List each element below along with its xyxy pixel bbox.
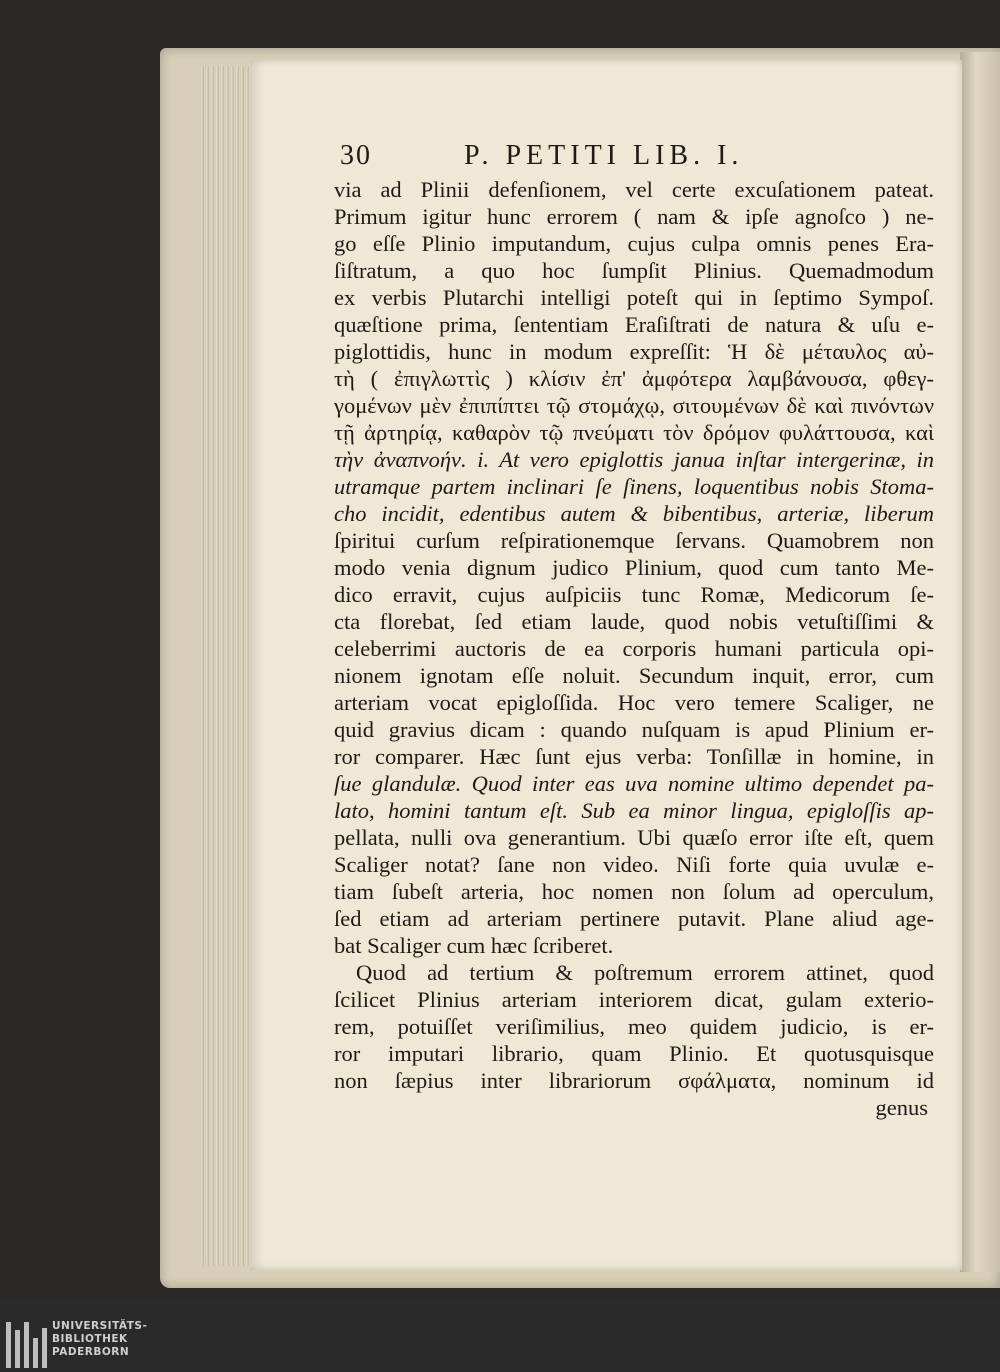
- page-number: 30: [340, 140, 372, 171]
- library-name-line3: PADERBORN: [52, 1346, 130, 1358]
- text-line: celeberrimi auctoris de ea corporis humani particula opi-: [334, 636, 934, 661]
- library-logo-icon: [6, 1322, 46, 1368]
- text-line: dico erravit, cujus auſpiciis tunc Romæ, Medicorum ſe-: [334, 582, 934, 607]
- text-line: rem, potuiſſet veriſimilius, meo quidem judicio, is er-: [334, 1014, 934, 1039]
- text-line: tiam ſubeſt arteria, hoc nomen non ſolum ad operculum,: [334, 879, 934, 904]
- text-line: τὴν ἀναπνοήν. i. At vero epiglottis janua inſtar intergerinæ, in: [334, 447, 934, 472]
- text-line: ſed etiam ad arteriam pertinere putavit. Plane aliud age-: [334, 906, 934, 931]
- text-line: utramque partem inclinari ſe ſinens, loquentibus nobis Stoma-: [334, 474, 934, 499]
- library-name: [52, 1320, 147, 1359]
- gutter-edge: [960, 52, 1000, 1272]
- text-line: τῇ ἀρτηρίᾳ, καθαρὸν τῷ πνεύματι τὸν δρόμον φυλάττουσα, καὶ: [334, 420, 934, 445]
- text-line: nionem ignotam eſſe noluit. Secundum inquit, error, cum: [334, 663, 934, 688]
- text-line: Quod ad tertium & poſtremum errorem attinet, quod: [356, 960, 934, 985]
- text-line: non ſæpius inter librariorum σφάλματα, nominum id: [334, 1068, 934, 1093]
- text-line: cho incidit, edentibus autem & bibentibus, arteriæ, liberum: [334, 501, 934, 526]
- text-line: Primum igitur hunc errorem ( nam & ipſe agnoſco ) ne-: [334, 204, 934, 229]
- text-line: quid gravius dicam : quando nuſquam is apud Plinium er-: [334, 717, 934, 742]
- text-line: quæſtione prima, ſententiam Eraſiſtrati de natura & uſu e-: [334, 312, 934, 337]
- text-line: ſcilicet Plinius arteriam interiorem dicat, gulam exterio-: [334, 987, 934, 1012]
- text-line: arteriam vocat epigloſſida. Hoc vero temere Scaliger, ne: [334, 690, 934, 715]
- text-line: via ad Plinii defenſionem, vel certe excuſationem pateat.: [334, 177, 934, 202]
- text-block: [334, 140, 934, 1121]
- library-logo: [0, 1300, 1000, 1372]
- library-name-line2: BIBLIOTHEK: [52, 1333, 128, 1345]
- text-line: ex verbis Plutarchi intelligi poteſt qui in ſeptimo Sympoſ.: [334, 285, 934, 310]
- page-header: [334, 140, 934, 176]
- text-line: pellata, nulli ova generantium. Ubi quæſo error iſte eſt, quem: [334, 825, 934, 850]
- text-line: cta florebat, ſed etiam laude, quod nobis vetuſtiſſimi &: [334, 609, 934, 634]
- text-line: ſiſtratum, a quo hoc ſumpſit Plinius. Quemadmodum: [334, 258, 934, 283]
- text-line: τὴ ( ἐπιγλωττὶς ) κλίσιν ἐπ' ἀμφότερα λαμβάνουσα, φθεγ-: [334, 366, 934, 391]
- text-line: modo venia dignum judico Plinium, quod cum tanto Me-: [334, 555, 934, 580]
- text-line: go eſſe Plinio imputandum, cujus culpa omnis penes Era-: [334, 231, 934, 256]
- text-line: bat Scaliger cum hæc ſcriberet.: [334, 933, 614, 958]
- catchword: genus: [875, 1095, 928, 1120]
- text-line: Scaliger notat? ſane non video. Niſi forte quia uvulæ e-: [334, 852, 934, 877]
- running-title: P. PETITI LIB. I.: [464, 140, 744, 171]
- text-line: γομένων μὲν ἐπιπίπτει τῷ στομάχῳ, σιτουμένων δὲ καὶ πινόντων: [334, 393, 934, 418]
- body-text: [334, 176, 934, 1094]
- text-line: lato, homini tantum eſt. Sub ea minor lingua, epigloſſis ap-: [334, 798, 934, 823]
- library-name-line1: UNIVERSITÄTS-: [52, 1320, 148, 1332]
- text-line: piglottidis, hunc in modum expreſſit: Ἡ δὲ μέταυλος αὐ-: [334, 339, 934, 364]
- text-line: ſpiritui curſum reſpirationemque ſervans. Quamobrem non: [334, 528, 934, 553]
- text-line: ſue glandulæ. Quod inter eas uva nomine ultimo dependet pa-: [334, 771, 934, 796]
- text-line: ror imputari librario, quam Plinio. Et quotusquisque: [334, 1041, 934, 1066]
- text-line: ror comparer. Hæc ſunt ejus verba: Tonſillæ in homine, in: [334, 744, 934, 769]
